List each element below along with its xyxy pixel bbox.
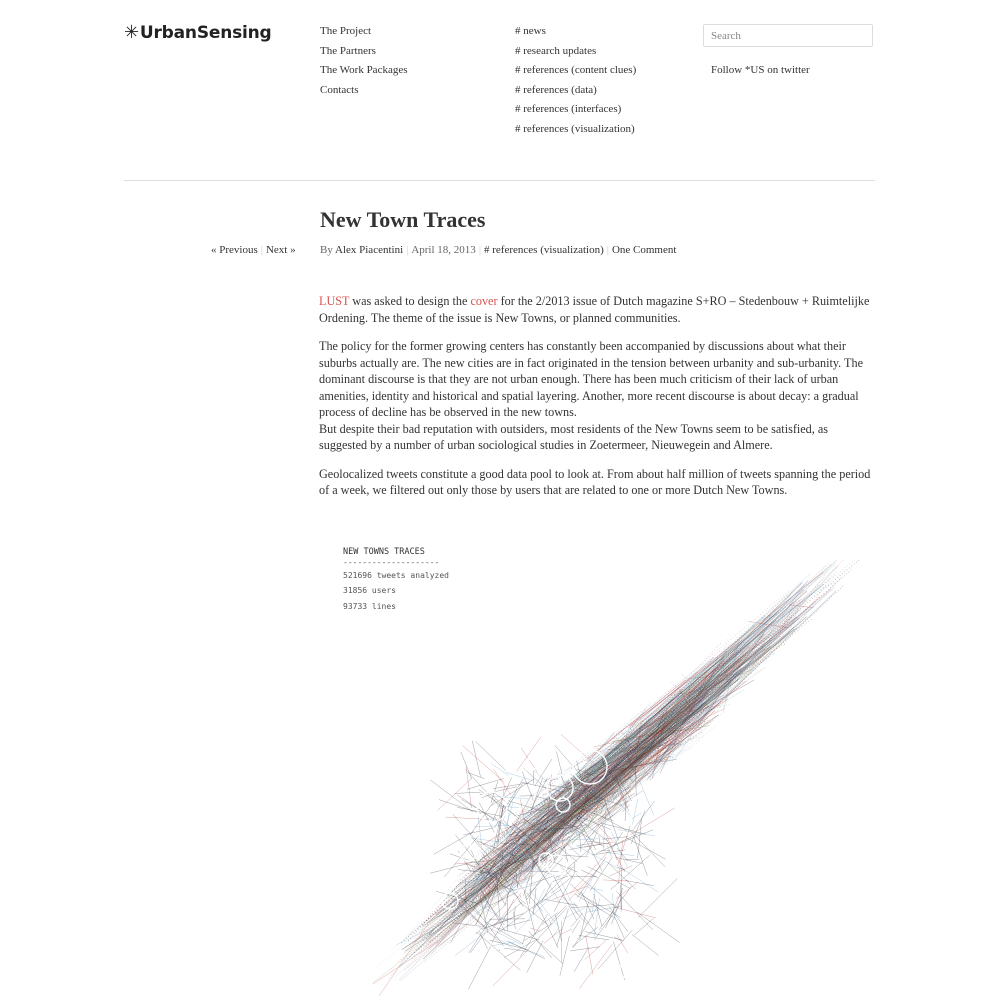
previous-post-link[interactable]: « Previous [211, 244, 258, 256]
trace-line [396, 881, 526, 945]
trace-line [602, 817, 627, 831]
trace-line [764, 583, 835, 619]
trace-line [563, 908, 586, 919]
trace-line [419, 777, 611, 942]
trace-line [616, 882, 638, 899]
nav-item-references-interfaces[interactable]: # references (interfaces) [515, 100, 636, 120]
paragraph-2 [319, 338, 875, 454]
trace-line [574, 947, 588, 971]
primary-nav [320, 22, 408, 100]
paragraph-text: The policy for the former growing centers has constantly been accompanied by discussions about what their suburbs actually are. The new cities are in fact originated in the tension between urbanity and sub-urbanity. The dominant discourse is that they are not urban enough. There has been much criticism of their lack of urban amenities, identity and historical and spatial layering. Another, more recent discourse is about decay: a gradual process of decline has be observed in the new towns. [319, 339, 863, 419]
viz-stat-users: 31856 users [343, 586, 396, 595]
trace-line [461, 752, 472, 779]
trace-line [552, 929, 558, 938]
trace-line [506, 772, 533, 780]
paragraph-text: was asked to design the [349, 294, 470, 308]
trace-line [601, 822, 617, 860]
trace-line [430, 780, 473, 812]
trace-line [471, 933, 486, 953]
trace-line [616, 891, 653, 930]
trace-line [515, 615, 772, 836]
nav-item-references-content-clues[interactable]: # references (content clues) [515, 61, 636, 81]
nav-item-the-project[interactable]: The Project [320, 22, 408, 42]
trace-lines [372, 560, 859, 996]
paragraph-text: But despite their bad reputation with outsiders, most residents of the New Towns seem to be satisfied, as suggested by a number of urban sociological studies in Zoetermeer, Nieuwegein and Almere. [319, 422, 828, 453]
trace-line [569, 844, 602, 850]
trace-line [685, 587, 834, 719]
nav-item-work-packages[interactable]: The Work Packages [320, 61, 408, 81]
trace-line [808, 561, 836, 586]
trace-line [632, 799, 637, 825]
town-circle [535, 725, 545, 735]
trace-line [525, 858, 563, 899]
viz-stat-lines: 93733 lines [343, 602, 396, 611]
byline-label: By [320, 244, 333, 256]
trace-line [529, 876, 552, 884]
trace-line [614, 907, 656, 918]
nav-item-contacts[interactable]: Contacts [320, 81, 408, 101]
trace-line [497, 928, 539, 940]
trace-line [563, 598, 791, 788]
nav-item-news[interactable]: # news [515, 22, 636, 42]
trace-line [491, 893, 522, 932]
trace-line [594, 894, 602, 926]
separator: | [261, 244, 263, 256]
site-logo[interactable] [124, 22, 272, 43]
trace-line [573, 907, 597, 948]
trace-line [632, 935, 659, 956]
trace-line [577, 857, 606, 897]
trace-line [535, 939, 563, 964]
trace-line [506, 884, 539, 893]
trace-line [578, 893, 621, 918]
cover-link[interactable]: cover [470, 294, 497, 308]
trace-line [476, 742, 506, 771]
trace-line [579, 944, 612, 988]
trace-line [611, 855, 650, 890]
trace-line [552, 906, 566, 921]
comments-link[interactable]: One Comment [612, 244, 676, 256]
post-navigation [211, 244, 296, 256]
trace-line [560, 936, 570, 976]
paragraph-3: Geolocalized tweets constitute a good data pool to look at. From about half million of tweets spanning the period of a week, we filtered out only those by users that are related to one or more Dutch New Towns. [319, 466, 875, 499]
trace-line [579, 868, 599, 902]
trace-line [487, 560, 837, 896]
trace-line [534, 603, 800, 825]
viz-rule: -------------------- [343, 558, 439, 567]
trace-line [455, 792, 481, 793]
trace-line [463, 746, 505, 783]
post-date: April 18, 2013 [411, 244, 475, 256]
trace-line [461, 799, 500, 822]
header-divider [124, 180, 875, 181]
trace-line [400, 695, 724, 981]
separator: | [479, 244, 481, 256]
trace-line [632, 801, 654, 831]
trace-line [523, 768, 560, 802]
twitter-follow-link[interactable]: Follow *US on twitter [711, 64, 810, 76]
trace-line [522, 935, 525, 944]
trace-line [518, 901, 547, 925]
trace-line [695, 616, 793, 700]
town-circle [495, 728, 509, 742]
viz-title: NEW TOWNS TRACES [343, 547, 425, 557]
trace-line [561, 929, 572, 935]
trace-line [632, 813, 642, 819]
separator: | [406, 244, 408, 256]
trace-line [472, 741, 480, 777]
separator: | [607, 244, 609, 256]
trace-line [638, 878, 677, 917]
trace-line [639, 780, 654, 815]
trace-line [602, 837, 628, 840]
trace-line [570, 850, 610, 895]
trace-line [572, 920, 580, 933]
town-circle [460, 845, 476, 861]
trace-line [568, 862, 604, 900]
nav-item-research-updates[interactable]: # research updates [515, 42, 636, 62]
nav-item-the-partners[interactable]: The Partners [320, 42, 408, 62]
trace-line [630, 808, 675, 835]
post-title: New Town Traces [320, 207, 485, 233]
trace-line [617, 935, 628, 954]
trace-line [493, 942, 515, 946]
trace-line [606, 853, 635, 856]
trace-line [612, 832, 623, 849]
trace-line [514, 898, 550, 934]
trace-line [640, 572, 836, 751]
trace-line [613, 941, 624, 980]
trace-line [561, 881, 578, 915]
trace-line [438, 779, 472, 811]
trace-line [457, 795, 494, 820]
author-link[interactable]: Alex Piacentini [335, 244, 403, 256]
post-meta [320, 244, 676, 256]
trace-line [468, 773, 484, 779]
trace-line [533, 769, 534, 783]
new-towns-traces-visualization [320, 520, 875, 1000]
search-input[interactable] [703, 24, 873, 47]
paragraph-text: for the 2/2013 issue of Dutch magazine S+RO – Stedenbouw + Ruimtelijke Ordening. The theme of the issue is New Towns, or planned communities. [319, 294, 869, 325]
trace-line [537, 674, 726, 846]
trace-line [379, 924, 428, 996]
category-link[interactable]: # references (visualization) [484, 244, 604, 256]
trace-line [578, 844, 592, 846]
trace-line [531, 888, 545, 915]
nav-item-references-visualization[interactable]: # references (visualization) [515, 120, 636, 140]
trace-line [581, 892, 594, 919]
trace-line [527, 941, 543, 973]
trace-line [510, 720, 714, 851]
trace-line [493, 796, 528, 799]
trace-line [571, 644, 785, 769]
trace-line [586, 935, 593, 974]
trace-line [617, 830, 655, 836]
network-graph [320, 520, 875, 1000]
trace-line [562, 896, 587, 924]
trace-line [469, 946, 491, 989]
paragraph-1 [319, 293, 875, 326]
trace-line [549, 920, 551, 924]
trace-line [529, 931, 553, 958]
trace-line [599, 836, 600, 845]
asterisk-icon: ✳ [124, 22, 139, 43]
trace-line [626, 837, 666, 859]
trace-line [544, 929, 562, 944]
trace-line [612, 894, 614, 920]
trace-line [505, 657, 714, 835]
trace-line [555, 915, 561, 941]
nav-item-references-data[interactable]: # references (data) [515, 81, 636, 101]
post-body [319, 293, 875, 511]
viz-stat-tweets: 521696 tweets analyzed [343, 571, 449, 580]
trace-line [524, 923, 552, 940]
trace-line [520, 895, 521, 897]
trace-line [576, 874, 617, 908]
logo-text: UrbanSensing [140, 23, 272, 43]
trace-line [517, 737, 542, 772]
lust-link[interactable]: LUST [319, 294, 349, 308]
next-post-link[interactable]: Next » [266, 244, 296, 256]
trace-line [609, 906, 628, 931]
trace-line [463, 828, 493, 835]
category-nav [515, 22, 636, 139]
trace-line [556, 751, 562, 776]
trace-line [455, 931, 487, 955]
trace-line [507, 920, 530, 927]
trace-line [430, 862, 472, 873]
